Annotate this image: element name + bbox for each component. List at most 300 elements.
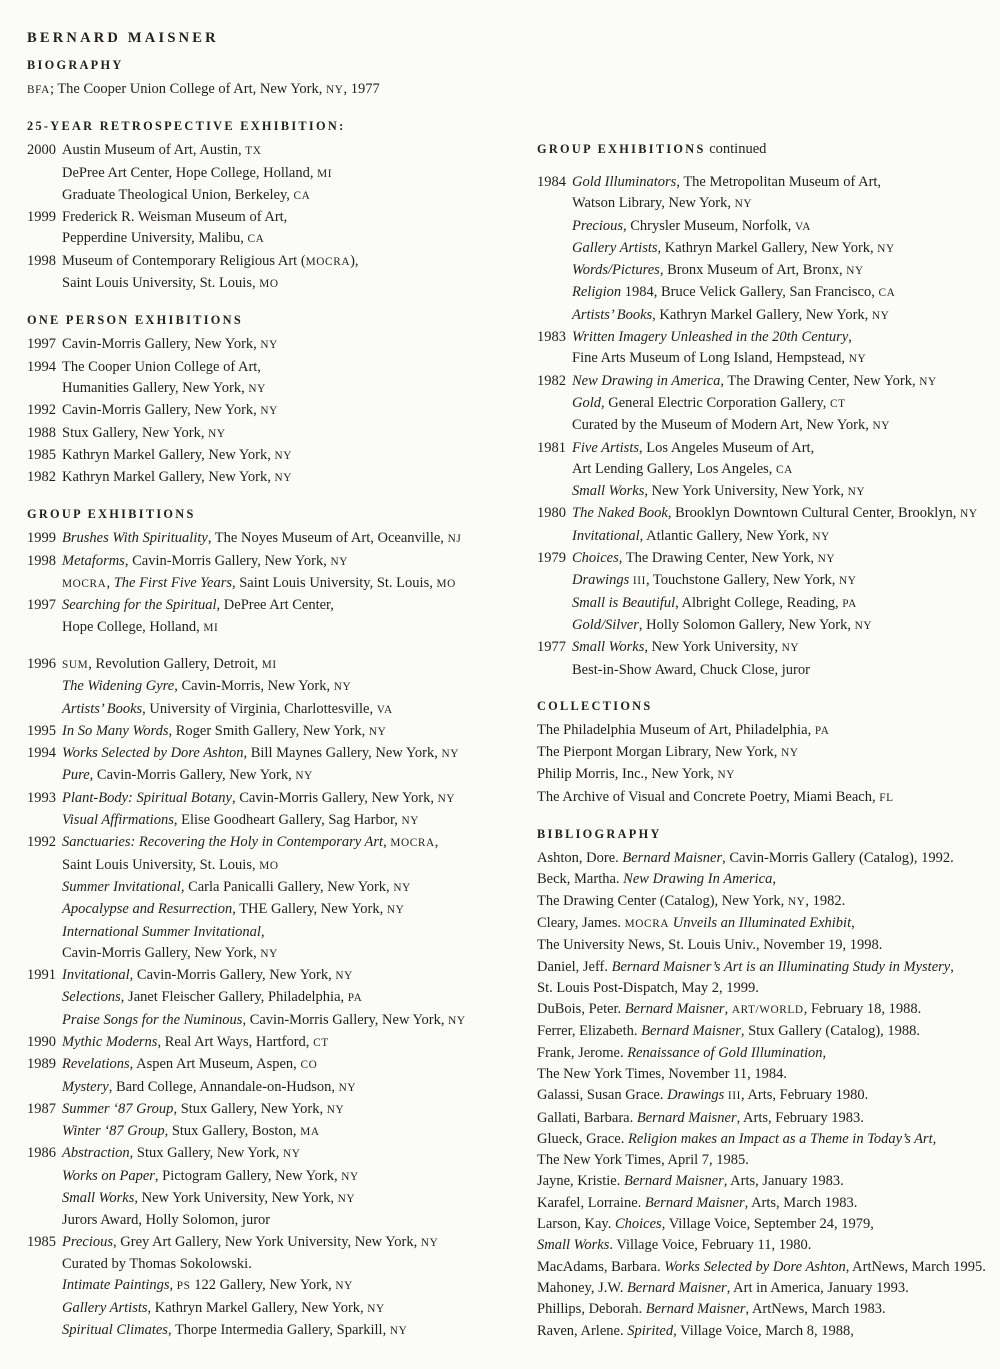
body-text: , Carla Panicalli Gallery, New York, <box>180 878 394 895</box>
body-text: The New York Times, November 11, 1984. <box>537 1065 787 1082</box>
body-text: St. Louis Post-Dispatch, May 2, 1999. <box>537 979 759 996</box>
body-text: continued <box>705 141 767 157</box>
italic-title-text: Abstraction <box>62 1145 130 1162</box>
body-text: 122 Gallery, New York, <box>190 1277 336 1294</box>
entry-1983 <box>537 327 1000 371</box>
body-text: Beck, Martha. <box>537 871 624 888</box>
entry-year: 1996 <box>27 655 56 672</box>
body-text: , Grey Art Gallery, New York University, New York, <box>113 1233 421 1250</box>
small-caps-text: NY <box>325 84 344 96</box>
small-caps-text: NY <box>333 681 352 694</box>
left-column-sections <box>27 56 527 1342</box>
entry-year: 1977 <box>537 639 566 656</box>
text-line <box>62 1320 527 1342</box>
small-caps-text: NY <box>341 1170 359 1183</box>
text-line <box>62 140 527 162</box>
text-line <box>62 400 527 422</box>
body-text: , Bard College, Annandale-on-Hudson, <box>108 1078 339 1095</box>
body-text: , Aspen Art Museum, Aspen, <box>129 1056 301 1073</box>
text-line <box>572 615 1000 637</box>
body-text: , Thorpe Intermedia Gallery, Sparkill, <box>167 1321 390 1338</box>
body-text: , Janet Fleischer Gallery, Philadelphia, <box>120 989 348 1006</box>
text-line <box>537 1150 1000 1171</box>
text-line <box>537 1214 1000 1235</box>
entry-year: 1993 <box>27 789 56 806</box>
section-heading-biography <box>27 56 527 74</box>
text-line <box>572 459 1000 481</box>
entry-year: 1992 <box>27 402 56 419</box>
entry-1994 <box>27 357 527 401</box>
text-line <box>62 788 527 810</box>
small-caps-text: NY <box>919 375 937 388</box>
small-caps-text: NY <box>877 242 895 255</box>
small-caps-text: MOCRA <box>62 578 107 591</box>
entry-year: 1987 <box>27 1100 56 1117</box>
text-line <box>572 348 1000 370</box>
small-caps-text: MOCRA <box>390 837 435 850</box>
small-caps-text: NY <box>208 427 226 440</box>
italic-title-text: Invitational <box>62 967 130 984</box>
section-heading-collections <box>537 697 1000 715</box>
small-caps-text: MOCRA <box>305 255 351 268</box>
body-text: Kathryn Markel Gallery, New York, <box>62 446 275 463</box>
heading-text: ONE PERSON EXHIBITIONS <box>27 313 243 328</box>
text-line <box>62 877 527 899</box>
entry-year: 1997 <box>27 597 56 614</box>
text-line <box>572 503 1000 525</box>
body-text: , Chrysler Museum, Norfolk, <box>623 217 795 234</box>
small-caps-text: NY <box>781 747 799 760</box>
text-line <box>572 526 1000 548</box>
section-group-exhibitions-continued <box>537 140 1000 681</box>
entry-1992 <box>27 400 527 422</box>
entry-year: 1999 <box>27 530 56 547</box>
text-line <box>62 251 527 273</box>
italic-title-text: Gallery Artists <box>62 1299 148 1316</box>
italic-title-text: Bernard Maisner <box>626 1279 727 1296</box>
small-caps-text: NY <box>335 1280 353 1293</box>
body-text: Stux Gallery, New York, <box>62 424 209 441</box>
entry-year: 1994 <box>27 358 56 375</box>
small-caps-text: PS <box>176 1280 191 1293</box>
small-caps-text: VA <box>376 703 393 716</box>
entry-year: 1995 <box>27 722 56 739</box>
text-line <box>62 334 527 356</box>
small-caps-text: NY <box>420 1236 439 1249</box>
body-text: , Stux Gallery, Boston, <box>164 1123 301 1140</box>
text-line <box>537 1299 1000 1320</box>
body-text: , DePree Art Center, <box>216 597 334 614</box>
entry-year: 1983 <box>537 329 566 346</box>
italic-title-text: Small Works <box>572 639 645 656</box>
text-line <box>572 193 1000 215</box>
body-text: 1984, Bruce Velick Gallery, San Francisco, <box>621 284 879 301</box>
italic-title-text: Works Selected by Dore Ashton <box>62 745 244 762</box>
body-text: Curated by the Museum of Modern Art, New York, <box>572 417 873 434</box>
body-text: , Kathryn Markel Gallery, New York, <box>657 239 878 256</box>
entry-year: 1985 <box>27 446 56 463</box>
small-caps-text: NY <box>441 748 460 761</box>
body-text: , General Electric Corporation Gallery, <box>601 394 830 411</box>
body-text: , Stux Gallery, New York, <box>173 1100 327 1117</box>
italic-title-text: Small is Beautiful <box>572 594 676 611</box>
body-text: Gallati, Barbara. <box>537 1109 637 1126</box>
italic-title-text: Choices <box>614 1216 662 1233</box>
italic-title-text: The Naked Book <box>572 505 668 522</box>
text-line <box>62 1121 527 1143</box>
italic-title-text: Bernard Maisner <box>644 1194 745 1211</box>
entry-year: 1991 <box>27 967 56 984</box>
text-line <box>62 1166 527 1188</box>
entry-1993 <box>27 788 527 833</box>
italic-title-text: Small Works <box>537 1237 610 1254</box>
small-caps-text: MI <box>317 167 333 180</box>
body-text: , <box>932 1130 937 1147</box>
body-text: , Holly Solomon Gallery, New York, <box>638 616 855 633</box>
small-caps-text: CO <box>300 1059 318 1072</box>
small-caps-text: NY <box>338 1081 357 1094</box>
entry-1990 <box>27 1032 527 1054</box>
text-line <box>62 1298 527 1320</box>
entry <box>537 720 1000 809</box>
small-caps-text: TX <box>245 145 262 158</box>
small-caps-text: PA <box>842 597 857 610</box>
italic-title-text: Visual Affirmations <box>62 812 174 829</box>
body-text: ; The Cooper Union College of Art, New York, <box>49 81 326 97</box>
body-text: , Stux Gallery (Catalog), 1988. <box>740 1023 921 1040</box>
body-text: The Philadelphia Museum of Art, Philadelphia, <box>537 721 815 738</box>
body-text: Hope College, Holland, <box>62 618 204 635</box>
entry-1995 <box>27 721 527 743</box>
text-line <box>62 551 527 573</box>
text-line <box>62 721 527 743</box>
text-line <box>62 1254 527 1275</box>
section-bibliography <box>537 825 1000 1342</box>
body-text: , Los Angeles Museum of Art, <box>639 439 815 456</box>
text-line <box>62 899 527 921</box>
small-caps-text: III <box>727 1090 741 1103</box>
small-caps-text: VA <box>794 220 812 233</box>
body-text: , February 18, 1988. <box>803 1001 922 1018</box>
small-caps-text: NY <box>274 472 293 485</box>
body-text: , New York University, New York, <box>644 483 848 500</box>
body-text: , New York University, <box>644 639 782 656</box>
body-text: , <box>106 575 114 592</box>
italic-title-text: Apocalypse and Resurrection <box>62 901 233 918</box>
text-line <box>572 305 1000 327</box>
small-caps-text: NY <box>330 555 349 568</box>
body-text: , Real Art Ways, Hartford, <box>157 1033 314 1050</box>
heading-text: BIBLIOGRAPHY <box>537 827 662 842</box>
small-caps-text: NY <box>846 265 864 278</box>
entry-1989 <box>27 1054 527 1099</box>
text-line <box>62 654 527 676</box>
italic-title-text: Spirited <box>627 1322 674 1339</box>
italic-title-text: Gallery Artists <box>572 239 658 256</box>
text-line <box>537 978 1000 999</box>
text-line <box>62 1099 527 1121</box>
text-line <box>62 1275 527 1297</box>
entry-1991 <box>27 965 527 1032</box>
text-line <box>572 570 1000 592</box>
small-caps-text: NY <box>871 309 890 322</box>
body-text: , <box>434 834 439 851</box>
small-caps-text: MO <box>259 859 279 872</box>
text-line <box>572 481 1000 503</box>
italic-title-text: Bernard Maisner <box>624 1001 725 1018</box>
body-text: , Art in America, January 1993. <box>726 1279 909 1296</box>
body-text: , Cavin-Morris Gallery, New York, <box>124 552 331 569</box>
entry-year: 1982 <box>27 469 56 486</box>
entry-1997 <box>27 595 527 639</box>
italic-title-text: Selections <box>62 989 121 1006</box>
italic-title-text: Praise Songs for the Numinous <box>62 1011 243 1028</box>
italic-title-text: Invitational <box>572 527 640 544</box>
text-line <box>537 1235 1000 1256</box>
body-text: , Cavin-Morris, New York, <box>174 678 334 695</box>
italic-title-text: Artists’ Books <box>62 700 143 717</box>
small-caps-text: CA <box>776 463 793 476</box>
body-text: , New York University, New York, <box>134 1190 338 1207</box>
small-caps-text: SUM <box>62 658 89 671</box>
text-line <box>572 216 1000 238</box>
text-line <box>537 1171 1000 1192</box>
italic-title-text: Summer ‘87 Group <box>62 1100 174 1117</box>
entry-year: 1999 <box>27 209 56 226</box>
italic-title-text: Religion makes an Impact as a Theme in Today’s Art <box>627 1130 933 1147</box>
text-line <box>537 1193 1000 1214</box>
small-caps-text: NY <box>872 420 890 433</box>
entry-1982 <box>537 371 1000 438</box>
italic-title-text: The First Five Years <box>113 575 232 592</box>
small-caps-text: FL <box>879 791 894 804</box>
entry-1982 <box>27 467 527 489</box>
small-caps-text: NY <box>260 405 278 418</box>
text-line <box>537 891 1000 913</box>
text-line <box>572 438 1000 459</box>
entry-1980 <box>537 503 1000 548</box>
small-caps-text: NY <box>448 1014 466 1027</box>
small-caps-text: BFA <box>27 84 50 96</box>
italic-title-text: Metaforms <box>62 552 125 569</box>
small-caps-text: NY <box>393 881 411 894</box>
italic-title-text: Small Works <box>62 1190 135 1207</box>
italic-title-text: Unveils an Illuminated Exhibit <box>672 914 852 931</box>
italic-title-text: Bernard Maisner <box>636 1109 737 1126</box>
body-text: , <box>260 923 265 940</box>
body-text: , Arts, March 1983. <box>744 1194 858 1211</box>
entry-year: 1998 <box>27 552 56 569</box>
small-caps-text: NY <box>283 1148 301 1161</box>
body-text: , Bill Maynes Gallery, New York, <box>243 745 442 762</box>
small-caps-text: NY <box>260 947 278 960</box>
italic-title-text: Mystery <box>62 1078 109 1095</box>
body-text: , Arts, January 1983. <box>723 1173 844 1190</box>
entry-year: 1984 <box>537 174 566 190</box>
small-caps-text: NY <box>781 642 800 655</box>
text-line <box>572 593 1000 615</box>
italic-title-text: Bernard Maisner <box>641 1023 741 1040</box>
entry-1997 <box>27 334 527 356</box>
italic-title-text: Mythic Moderns <box>62 1033 158 1050</box>
body-text: Saint Louis University, St. Louis, <box>62 275 260 292</box>
entry-2000 <box>27 140 527 207</box>
italic-title-text: Drawings <box>667 1087 725 1104</box>
text-line <box>572 282 1000 304</box>
entry-year: 1994 <box>27 745 56 762</box>
text-line <box>62 273 527 295</box>
small-caps-text: NY <box>437 792 456 805</box>
text-line <box>537 1021 1000 1042</box>
italic-title-text: Spiritual Climates <box>62 1321 168 1338</box>
entry-1998 <box>27 551 527 596</box>
text-line <box>62 765 527 787</box>
text-line <box>537 1064 1000 1085</box>
text-line <box>537 957 1000 978</box>
text-line <box>537 1043 1000 1064</box>
small-caps-text: NY <box>734 198 753 211</box>
entry-1994 <box>27 743 527 788</box>
body-text: Best-in-Show Award, Chuck Close, juror <box>572 661 810 678</box>
small-caps-text: NY <box>854 619 873 632</box>
entry-1986 <box>27 1143 527 1231</box>
body-text: , <box>724 1001 732 1018</box>
entry-year: 1985 <box>27 1233 56 1250</box>
italic-title-text: The Widening Gyre <box>62 678 175 695</box>
body-text: Glueck, Grace. <box>537 1130 628 1147</box>
small-caps-text: NY <box>848 353 867 366</box>
body-text: Cavin-Morris Gallery, New York, <box>62 944 261 961</box>
body-text: Phillips, Deborah. <box>537 1301 646 1318</box>
text-line <box>62 1188 527 1210</box>
body-text: Curated by Thomas Sokolowski. <box>62 1255 252 1272</box>
body-text: Austin Museum of Art, Austin, <box>62 142 246 159</box>
body-text: , Brooklyn Downtown Cultural Center, Brooklyn, <box>667 505 961 522</box>
text-line <box>62 943 527 965</box>
section-biography <box>27 56 527 101</box>
body-text: , ArtNews, March 1983. <box>745 1301 886 1318</box>
body-text: Art Lending Gallery, Los Angeles, <box>572 460 777 477</box>
text-line <box>537 1129 1000 1150</box>
small-caps-text: NY <box>717 769 735 782</box>
small-caps-text: NY <box>295 770 313 783</box>
text-line <box>27 79 527 101</box>
italic-title-text: Revelations <box>62 1056 130 1073</box>
text-line <box>62 743 527 765</box>
text-line <box>62 987 527 1009</box>
body-text: Karafel, Lorraine. <box>537 1194 645 1211</box>
text-line <box>537 999 1000 1021</box>
body-text: , <box>848 329 852 346</box>
text-line <box>62 1010 527 1032</box>
body-text: Frank, Jerome. <box>537 1044 628 1061</box>
entry-year: 1992 <box>27 834 56 851</box>
text-line <box>62 676 527 698</box>
entry-1999 <box>27 207 527 251</box>
entry-year: 1979 <box>537 550 566 567</box>
italic-title-text: Gold/Silver <box>572 616 639 633</box>
body-text: The New York Times, April 7, 1985. <box>537 1152 749 1169</box>
body-text: Galassi, Susan Grace. <box>537 1087 668 1104</box>
entry-1979 <box>537 548 1000 637</box>
text-line <box>62 228 527 250</box>
body-text: , Touchstone Gallery, New York, <box>645 572 840 589</box>
body-text: DuBois, Peter. <box>537 1001 625 1018</box>
body-text: , Albright College, Reading, <box>675 594 843 611</box>
entry-year: 1990 <box>27 1033 56 1050</box>
small-caps-text: NY <box>839 575 857 588</box>
body-text: , The Drawing Center, New York, <box>618 550 818 567</box>
italic-title-text: Bernard Maisner’s Art is an Illuminating Study in Mystery <box>611 958 951 975</box>
body-text: The Pierpont Morgan Library, New York, <box>537 744 782 761</box>
section-collections <box>537 697 1000 809</box>
body-text: Graduate Theological Union, Berkeley, <box>62 186 294 203</box>
section-heading-group-exhibitions-continued <box>537 140 1000 158</box>
body-text: Jayne, Kristie. <box>537 1173 624 1190</box>
small-caps-text: NY <box>248 382 266 395</box>
small-caps-text: NJ <box>447 533 462 546</box>
text-line <box>62 163 527 185</box>
body-text: , <box>169 1277 177 1294</box>
italic-title-text: Bernard Maisner <box>622 850 723 867</box>
text-line <box>62 1032 527 1054</box>
text-line <box>62 922 527 943</box>
body-text: , Village Voice, March 8, 1988, <box>673 1322 854 1339</box>
entry-1998 <box>27 251 527 296</box>
body-text: , Revolution Gallery, Detroit, <box>88 655 262 672</box>
body-text: , <box>950 958 954 975</box>
text-line <box>62 810 527 832</box>
italic-title-text: Words/Pictures <box>572 262 660 279</box>
text-line <box>62 1054 527 1076</box>
body-text: Museum of Contemporary Religious Art ( <box>62 252 306 269</box>
text-line <box>62 467 527 489</box>
text-line <box>62 185 527 207</box>
small-caps-text: NY <box>787 895 806 908</box>
italic-title-text: Gold <box>572 394 601 411</box>
body-text: ), <box>350 252 359 269</box>
text-line <box>62 855 527 877</box>
body-text: , Stux Gallery, New York, <box>129 1145 283 1162</box>
body-text: , The Drawing Center, New York, <box>720 372 920 389</box>
text-line <box>537 1278 1000 1299</box>
entry-1999 <box>27 528 527 550</box>
body-text: Frederick R. Weisman Museum of Art, <box>62 209 288 226</box>
text-line <box>572 548 1000 570</box>
small-caps-text: NY <box>389 1324 408 1337</box>
body-text: The University News, St. Louis Univ., November 19, 1998. <box>537 937 883 954</box>
italic-title-text: Searching for the Spiritual <box>62 597 217 614</box>
entry <box>537 848 1000 1342</box>
body-text: , Arts, February 1983. <box>736 1109 864 1126</box>
entry-year: 1980 <box>537 505 566 522</box>
italic-title-text: Precious <box>62 1233 114 1250</box>
small-caps-text: NY <box>817 553 836 566</box>
body-text: Watson Library, New York, <box>572 195 735 212</box>
body-text: , Saint Louis University, St. Louis, <box>231 575 437 592</box>
body-text: Philip Morris, Inc., New York, <box>537 766 718 783</box>
body-text: Jurors Award, Holly Solomon, juror <box>62 1212 271 1229</box>
body-text: , Atlantic Gallery, New York, <box>639 527 813 544</box>
heading-text: COLLECTIONS <box>537 698 653 713</box>
body-text: , Arts, February 1980. <box>741 1087 869 1104</box>
italic-title-text: New Drawing in America <box>572 372 721 389</box>
text-line <box>537 869 1000 890</box>
small-caps-text: NY <box>337 1193 356 1206</box>
entry-1987 <box>27 1099 527 1144</box>
body-text: Ashton, Dore. <box>537 850 623 867</box>
small-caps-text: MA <box>300 1126 320 1139</box>
